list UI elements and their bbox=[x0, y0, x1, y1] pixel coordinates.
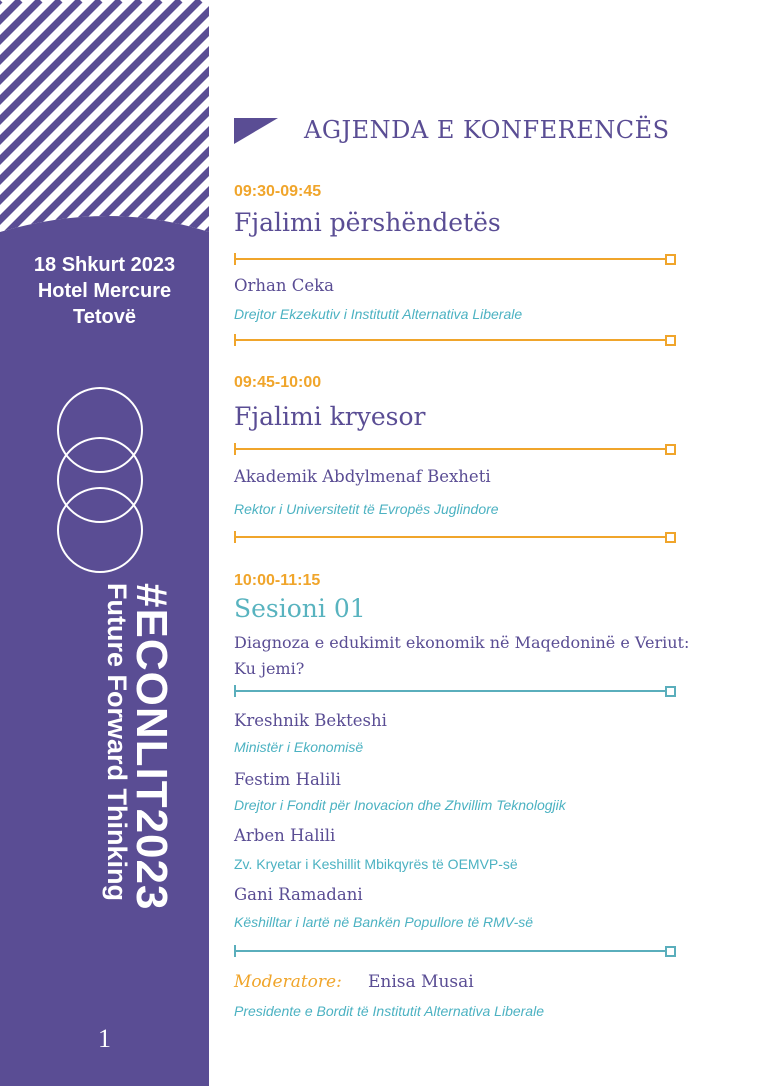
moderator-name: Enisa Musai bbox=[368, 972, 474, 992]
session-time: 10:00-11:15 bbox=[234, 572, 321, 589]
event-venue: Hotel Mercure bbox=[37, 280, 172, 302]
panelist-role: Ministër i Ekonomisë bbox=[234, 739, 364, 755]
hashtag: #ECONLIT2023 bbox=[127, 583, 176, 911]
panelist-name: Arben Halili bbox=[234, 826, 336, 845]
session-subtitle: Diagnoza e edukimit ekonomik në Maqedoninë e Veriut: Ku jemi? bbox=[234, 633, 690, 678]
diagonal-stripes-decoration bbox=[0, 0, 209, 232]
panelist-role: Zv. Kryetar i Keshillit Mbikqyrës të OEMVP-së bbox=[234, 856, 518, 872]
moderator-role: Presidente e Bordit të Institutit Alternativa Liberale bbox=[234, 1003, 544, 1019]
divider bbox=[234, 443, 676, 455]
block1-role: Drejtor Ekzekutiv i Institutit Alternativa Liberale bbox=[234, 306, 523, 322]
block2-role: Rektor i Universitetit të Evropës Juglindore bbox=[234, 501, 499, 517]
panelist-role: Këshilltar i lartë në Bankën Popullore të RMV-së bbox=[234, 914, 534, 930]
panelist-role: Drejtor i Fondit për Inovacion dhe Zhvillim Teknologjik bbox=[234, 797, 566, 813]
page-number: 1 bbox=[98, 1024, 111, 1053]
divider bbox=[234, 531, 676, 543]
rings-logo-icon bbox=[50, 385, 160, 575]
heading-flag-icon bbox=[234, 118, 278, 144]
vertical-branding bbox=[101, 583, 175, 910]
session-title: Sesioni 01 bbox=[234, 594, 366, 623]
panelist-name: Festim Halili bbox=[234, 770, 341, 789]
divider bbox=[234, 253, 676, 265]
block1-title: Fjalimi përshëndetës bbox=[234, 208, 501, 237]
event-city: Tetovë bbox=[73, 306, 136, 328]
block1-speaker: Orhan Ceka bbox=[234, 276, 334, 295]
event-date: 18 Shkurt 2023 bbox=[33, 254, 176, 276]
block2-speaker: Akademik Abdylmenaf Bexheti bbox=[234, 467, 491, 486]
block2-title: Fjalimi kryesor bbox=[234, 402, 426, 431]
sidebar bbox=[0, 0, 209, 1086]
event-info bbox=[0, 252, 209, 330]
panelist-name: Kreshnik Bekteshi bbox=[234, 711, 387, 730]
divider bbox=[234, 685, 676, 697]
agenda-heading: AGJENDA E KONFERENCËS bbox=[304, 116, 670, 144]
divider bbox=[234, 945, 676, 957]
block2-time: 09:45-10:00 bbox=[234, 374, 322, 391]
panelist-name: Gani Ramadani bbox=[234, 885, 363, 904]
moderator-label: Moderatore: bbox=[234, 972, 342, 992]
tagline: Future Forward Thinking bbox=[102, 583, 132, 901]
block1-time: 09:30-09:45 bbox=[234, 183, 322, 200]
divider bbox=[234, 334, 676, 346]
